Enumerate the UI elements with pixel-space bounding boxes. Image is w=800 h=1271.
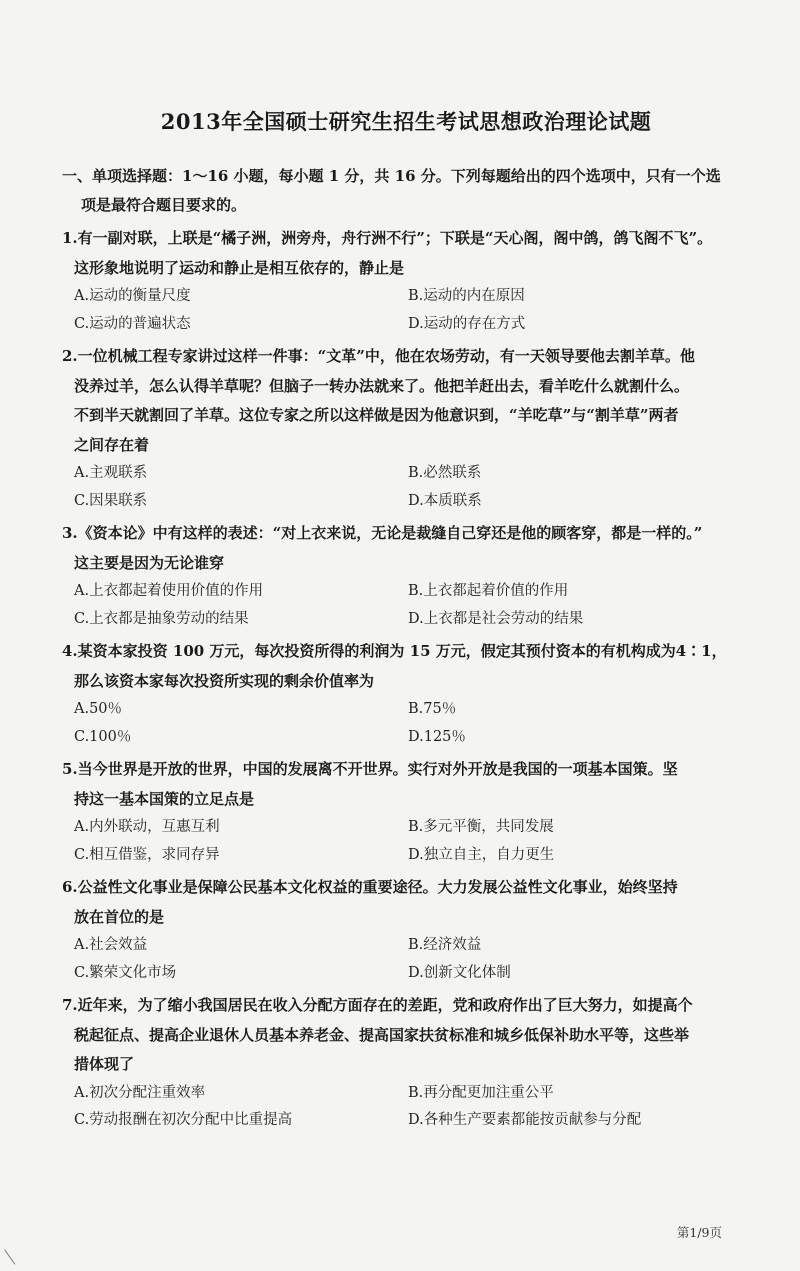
option-d: D.运动的存在方式 <box>408 315 526 332</box>
question-stem <box>62 342 730 460</box>
answer-options <box>62 1080 730 1135</box>
option-b: B.上衣都起着价值的作用 <box>408 583 569 599</box>
page-number: 第1/9页 <box>676 1225 722 1240</box>
scan-mark <box>4 1241 27 1264</box>
question-stem <box>62 991 730 1080</box>
question-stem-line: 之间存在着 <box>74 435 150 454</box>
question-list <box>62 224 730 1135</box>
question-stem-line: 5.当今世界是开放的世界，中国的发展离不开世界。实行对外开放是我国的一项基本国策。坚 <box>62 760 678 778</box>
option-a: A.内外联动，互惠互利 <box>74 819 220 835</box>
option-b: B.必然联系 <box>408 465 482 481</box>
question-7 <box>62 991 730 1135</box>
answer-options <box>62 814 730 869</box>
question-3 <box>62 519 730 633</box>
question-stem-line: 放在首位的是 <box>74 907 165 926</box>
question-stem-line: 这主要是因为无论谁穿 <box>74 553 225 572</box>
option-d: D.独立自主，自力更生 <box>408 846 555 863</box>
option-a: A.主观联系 <box>74 465 148 481</box>
question-stem <box>62 519 730 578</box>
question-stem <box>62 224 730 283</box>
question-stem-line: 这形象地说明了运动和静止是相互依存的，静止是 <box>74 258 405 277</box>
question-stem-line: 那么该资本家每次投资所实现的剩余价值率为 <box>74 671 375 690</box>
question-stem-line: 措体现了 <box>74 1055 135 1073</box>
question-stem-line: 6.公益性文化事业是保障公民基本文化权益的重要途径。大力发展公益性文化事业，始终坚持 <box>62 878 678 896</box>
option-a: A.50％ <box>74 701 123 717</box>
option-d: D.上衣都是社会劳动的结果 <box>408 610 584 627</box>
question-stem-line: 1.有一副对联，上联是“橘子洲，洲旁舟，舟行洲不行”；下联是“天心阁，阁中鸽，鸽飞阁不飞”。 <box>62 229 713 247</box>
option-d: D.125％ <box>408 728 466 745</box>
question-stem-line: 税起征点、提高企业退休人员基本养老金、提高国家扶贫标准和城乡低保补助水平等，这些举 <box>74 1025 690 1044</box>
question-4 <box>62 637 730 751</box>
option-b: B.75％ <box>408 701 457 717</box>
option-c: C.劳动报酬在初次分配中比重提高 <box>74 1112 293 1128</box>
question-5 <box>62 755 730 869</box>
question-stem-line: 7.近年来，为了缩小我国居民在收入分配方面存在的差距，党和政府作出了巨大努力，如提高个 <box>62 996 693 1014</box>
section-header <box>62 162 730 220</box>
question-1 <box>62 224 730 338</box>
exam-page <box>0 106 800 1271</box>
option-b: B.多元平衡，共同发展 <box>408 819 554 835</box>
answer-options <box>62 578 730 633</box>
option-d: D.各种生产要素都能按贡献参与分配 <box>408 1112 642 1128</box>
option-a: A.运动的衡量尺度 <box>74 288 191 304</box>
page-title: 2013年全国硕士研究生招生考试思想政治理论试题 <box>160 109 652 134</box>
option-d: D.本质联系 <box>408 492 482 509</box>
question-stem-line: 不到半天就割回了羊草。这位专家之所以这样做是因为他意识到，“羊吃草”与“割羊草”两者 <box>74 406 679 424</box>
option-c: C.相互借鉴，求同存异 <box>74 846 220 863</box>
answer-options <box>62 696 730 751</box>
section-header-line: 项是最符合题目要求的。 <box>81 196 247 214</box>
answer-options <box>62 283 730 338</box>
question-stem-line: 3.《资本论》中有这样的表述：“对上衣来说，无论是裁缝自己穿还是他的顾客穿，都是一样的。” <box>62 524 703 542</box>
option-b: B.再分配更加注重公平 <box>408 1084 554 1101</box>
option-b: B.经济效益 <box>408 937 482 953</box>
section-header-line: 一、单项选择题：1～16 小题，每小题 1 分，共 16 分。下列每题给出的四个选项中，只有一个选 <box>62 167 721 185</box>
answer-options <box>62 460 730 515</box>
question-stem-line: 没养过羊，怎么认得羊草呢？但脑子一转办法就来了。他把羊赶出去，看羊吃什么就割什么。 <box>74 376 690 395</box>
option-a: A.社会效益 <box>74 937 148 953</box>
question-stem-line: 2.一位机械工程专家讲过这样一件事：“文革”中，他在农场劳动，有一天领导要他去割羊草。他 <box>62 347 695 365</box>
option-c: C.100％ <box>74 728 132 745</box>
question-stem-line: 4.某资本家投资 100 万元，每次投资所得的利润为 15 万元，假定其预付资本的有机构成为4∶1， <box>62 642 727 660</box>
option-d: D.创新文化体制 <box>408 964 511 981</box>
option-b: B.运动的内在原因 <box>408 288 525 304</box>
option-c: C.运动的普遍状态 <box>74 315 191 332</box>
option-c: C.上衣都是抽象劳动的结果 <box>74 610 249 627</box>
question-6 <box>62 873 730 987</box>
question-stem <box>62 873 730 932</box>
option-a: A.上衣都起着使用价值的作用 <box>74 583 264 599</box>
option-c: C.因果联系 <box>74 492 148 509</box>
option-c: C.繁荣文化市场 <box>74 964 177 981</box>
answer-options <box>62 932 730 987</box>
option-a: A.初次分配注重效率 <box>74 1084 206 1101</box>
question-stem <box>62 637 730 696</box>
question-2 <box>62 342 730 515</box>
question-stem <box>62 755 730 814</box>
question-stem-line: 持这一基本国策的立足点是 <box>74 789 255 808</box>
